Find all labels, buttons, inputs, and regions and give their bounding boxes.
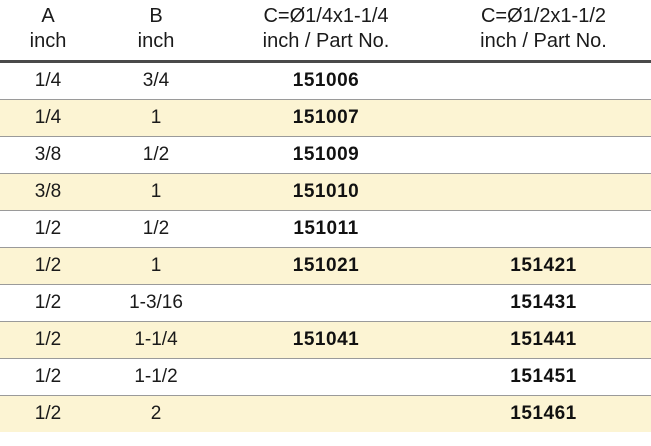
cell-part-no-c1 [216,359,436,396]
cell-part-no-c2 [436,137,651,174]
cell-a: 1/2 [0,211,96,248]
column-header-c2-line1: C=Ø1/2x1-1/2 [480,5,607,27]
cell-a: 3/8 [0,137,96,174]
cell-a: 1/2 [0,285,96,322]
cell-part-no-c1: 151011 [216,211,436,248]
cell-part-no-c2: 151451 [436,359,651,396]
table-row [0,137,651,174]
column-header-a-line1: A [41,5,55,27]
column-header-a [0,0,96,60]
cell-a: 3/8 [0,174,96,211]
table-row [0,211,651,248]
column-header-c1-line2: inch / Part No. [262,30,390,52]
cell-part-no-c2: 151461 [436,396,651,433]
cell-a: 1/4 [0,100,96,137]
cell-b: 1/2 [96,211,216,248]
table-row [0,63,651,100]
table-row [0,359,651,396]
cell-a: 1/2 [0,396,96,433]
cell-part-no-c2 [436,211,651,248]
cell-a: 1/2 [0,248,96,285]
column-header-a-line2: inch [29,30,67,52]
table-body [0,63,651,432]
cell-a: 1/2 [0,359,96,396]
cell-part-no-c2 [436,63,651,100]
cell-part-no-c2 [436,174,651,211]
table-row [0,248,651,285]
table-row [0,285,651,322]
column-header-b-line2: inch [137,30,175,52]
cell-part-no-c1: 151041 [216,322,436,359]
cell-part-no-c2 [436,100,651,137]
cell-b: 1 [96,100,216,137]
cell-b: 1 [96,174,216,211]
column-header-c1-line1: C=Ø1/4x1-1/4 [263,5,389,27]
cell-b: 3/4 [96,63,216,100]
cell-a: 1/2 [0,322,96,359]
cell-part-no-c2: 151441 [436,322,651,359]
cell-part-no-c1 [216,285,436,322]
cell-part-no-c1: 151007 [216,100,436,137]
cell-part-no-c1: 151006 [216,63,436,100]
column-header-c2-line2: inch / Part No. [480,30,607,52]
table-row [0,396,651,433]
column-header-c2 [436,0,651,60]
column-header-b [96,0,216,60]
table-row [0,100,651,137]
cell-b: 1/2 [96,137,216,174]
cell-part-no-c2: 151431 [436,285,651,322]
cell-b: 1-1/4 [96,322,216,359]
column-header-c1 [216,0,436,60]
cell-part-no-c1 [216,396,436,433]
column-header-b-line1: B [149,5,163,27]
table-row [0,322,651,359]
cell-b: 2 [96,396,216,433]
table-row [0,174,651,211]
cell-a: 1/4 [0,63,96,100]
cell-b: 1-1/2 [96,359,216,396]
cell-part-no-c1: 151009 [216,137,436,174]
cell-part-no-c1: 151021 [216,248,436,285]
cell-b: 1 [96,248,216,285]
table-header [0,0,651,63]
cell-part-no-c1: 151010 [216,174,436,211]
header-row [0,0,651,60]
cell-b: 1-3/16 [96,285,216,322]
cell-part-no-c2: 151421 [436,248,651,285]
